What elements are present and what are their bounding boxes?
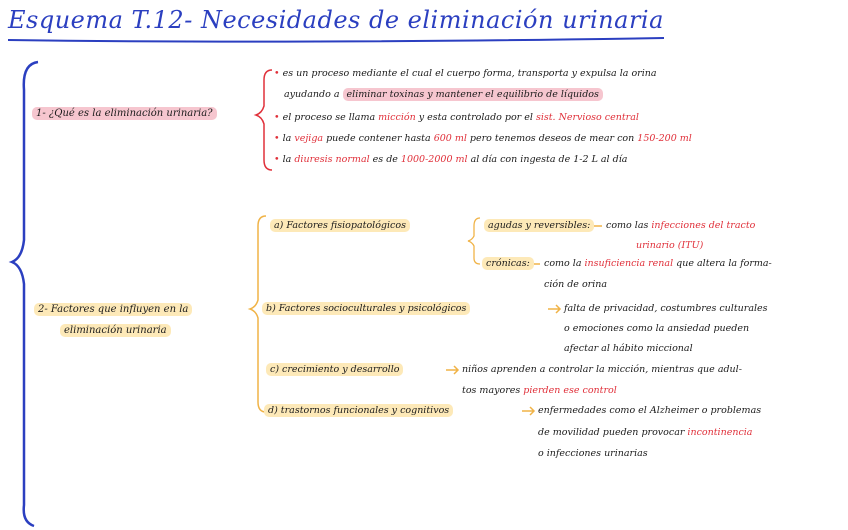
factor-d-text-1: enfermedades como el Alzheimer o problemas — [538, 405, 762, 416]
factor-d-text-3: o infecciones urinarias — [538, 448, 648, 459]
section1-heading: 1- ¿Qué es la eliminación urinaria? — [32, 108, 217, 119]
factor-c-text-1: niños aprenden a controlar la micción, mientras que adul- — [462, 364, 742, 375]
cronicas-text-2: ción de orina — [544, 279, 608, 290]
agudas-label: agudas y reversibles: — [484, 220, 594, 232]
factor-a-label: a) Factores fisiopatológicos — [270, 220, 410, 232]
factor-b-text-3: afectar al hábito miccional — [564, 343, 693, 354]
factor-b-text-2: o emociones como la ansiedad pueden — [564, 323, 750, 334]
arrow-b — [548, 305, 560, 313]
cronicas-label: crónicas: — [482, 258, 534, 270]
factor-c-label: c) crecimiento y desarrollo — [266, 364, 403, 376]
factor-c-text-2: tos mayores pierden ese control — [462, 385, 617, 396]
arrow-c — [446, 366, 458, 374]
factor-d-text-2: de movilidad pueden provocar incontinencia — [538, 427, 753, 438]
agudas-text-2: urinario (ITU) — [636, 240, 704, 251]
s1-line-3: • el proceso se llama micción y esta controlado por el sist. Nervioso central — [274, 112, 639, 123]
factor-d-label: d) trastornos funcionales y cognitivos — [264, 405, 453, 417]
section2-heading-line2: eliminación urinaria — [60, 325, 171, 336]
agudas-text: como las infecciones del tracto — [606, 220, 756, 231]
page-title: Esquema T.12- Necesidades de eliminación urinaria — [8, 6, 664, 34]
arrow-d — [522, 407, 534, 415]
section2-heading-line1: 2- Factores que influyen en la — [34, 304, 192, 315]
main-brace — [12, 62, 38, 526]
s1-line-1: • es un proceso mediante el cual el cuerpo forma, transporta y expulsa la orina — [274, 68, 657, 79]
section1-brace — [256, 70, 272, 170]
s1-line-5: • la diuresis normal es de 1000-2000 ml al día con ingesta de 1-2 L al día — [274, 154, 628, 165]
s1-line-2: ayudando a eliminar toxinas y mantener el equilibrio de líquidos — [284, 89, 603, 101]
factor-b-label: b) Factores socioculturales y psicológicos — [262, 303, 470, 315]
factor-b-text-1: falta de privacidad, costumbres culturales — [564, 303, 768, 314]
title-underline — [8, 38, 664, 42]
cronicas-text: como la insuficiencia renal que altera la forma- — [544, 258, 772, 269]
subitem-a-brace — [468, 218, 480, 264]
s1-line-4: • la vejiga puede contener hasta 600 ml pero tenemos deseos de mear con 150-200 ml — [274, 133, 692, 144]
